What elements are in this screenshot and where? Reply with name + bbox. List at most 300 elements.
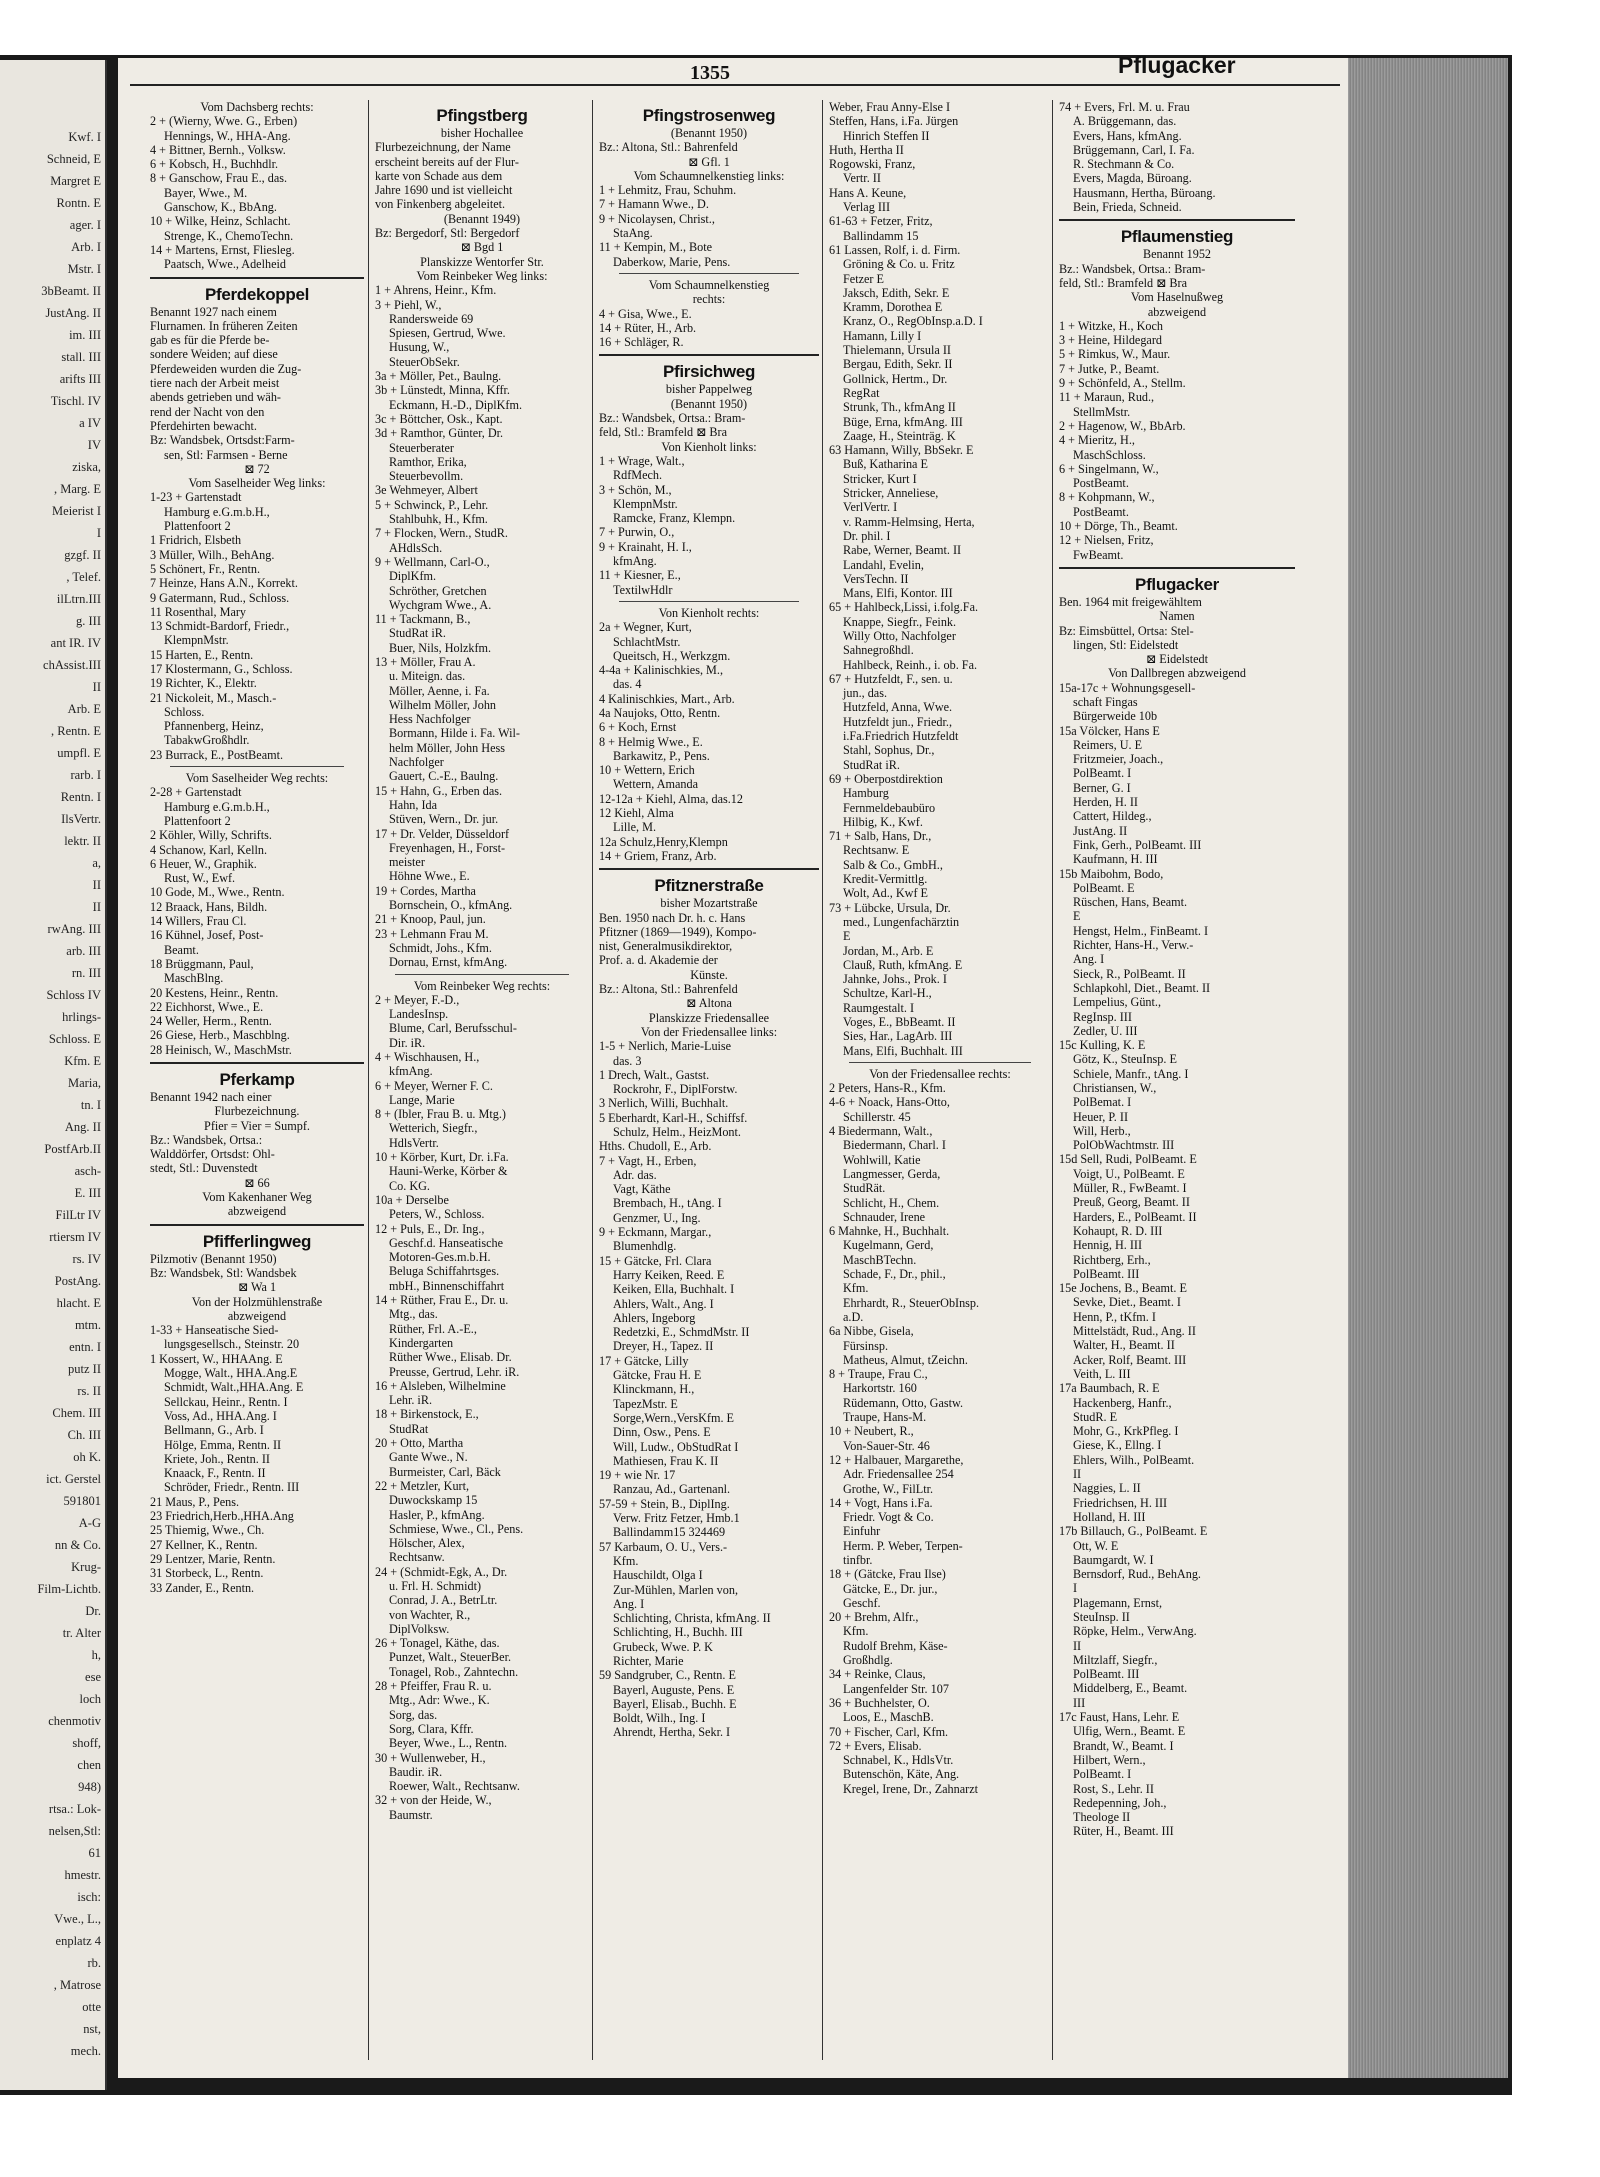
directory-entry: i.Fa.Friedrich Hutzfeldt: [843, 729, 959, 744]
directory-entry: Kriete, Joh., Rentn. II: [164, 1451, 270, 1466]
directory-entry: 2 + (Wierny, Wwe. G., Erben): [150, 114, 298, 129]
left-page-fragment: asch-: [74, 1164, 101, 1178]
left-page-fragment: I: [96, 526, 101, 540]
directory-entry: Bornschein, O., kfmAng.: [389, 898, 513, 913]
directory-entry: 9 + Nicolaysen, Christ.,: [599, 211, 715, 226]
directory-entry: Daberkow, Marie, Pens.: [613, 254, 731, 269]
directory-entry: Wetterich, Siegfr.,: [389, 1121, 478, 1136]
directory-entry: jun., das.: [843, 686, 888, 701]
directory-entry: Harry Keiken, Reed. E: [613, 1267, 725, 1282]
directory-entry: rend der Nacht von den: [150, 404, 265, 419]
directory-entry: Duwockskamp 15: [389, 1493, 478, 1508]
directory-entry: 3c + Böttcher, Osk., Kapt.: [375, 411, 503, 426]
directory-entry: abends getrieben und wäh-: [150, 390, 281, 405]
directory-entry: Hilbig, K., Kwf.: [843, 814, 923, 829]
directory-entry: Mohr, G., KrkPfleg. I: [1073, 1424, 1179, 1439]
directory-entry: 13 Schmidt-Bardorf, Friedr.,: [150, 619, 290, 634]
directory-entry: E: [843, 929, 851, 944]
directory-entry: Stüven, Wern., Dr. jur.: [389, 812, 499, 827]
directory-entry: Einfuhr: [843, 1524, 881, 1539]
directory-entry: TapezMstr. E: [613, 1396, 678, 1411]
directory-entry: 3e Wehmeyer, Albert: [375, 483, 478, 498]
directory-entry: 7 + Flocken, Wern., StudR.: [375, 526, 508, 541]
directory-entry: Cattert, Hildeg.,: [1073, 809, 1152, 824]
directory-entry: Zaage, H., Steinträg. K: [843, 428, 956, 443]
directory-entry: Adr. das.: [613, 1167, 657, 1182]
directory-entry: MaschSchloss.: [1073, 447, 1146, 462]
directory-entry: SteuInsp. II: [1073, 1609, 1130, 1624]
directory-entry: Bz: Bergedorf, Stl: Bergedorf: [375, 226, 520, 241]
directory-entry: 71 + Salb, Hans, Dr.,: [829, 829, 932, 844]
directory-entry: 1 Kossert, W., HHAAng. E: [150, 1351, 283, 1366]
directory-entry: 17 + Gätcke, Lilly: [599, 1353, 689, 1368]
directory-entry: 23 Friedrich,Herb.,HHA.Ang: [150, 1509, 294, 1524]
directory-entry: gab es für die Pferde be-: [150, 333, 270, 348]
left-page-fragment: Krug-: [71, 1560, 101, 1574]
directory-entry: Dreyer, H., Tapez. II: [613, 1339, 714, 1354]
left-page-fragment: ager. I: [69, 218, 101, 232]
directory-entry: 5 Schönert, Fr., Rentn.: [150, 561, 261, 576]
directory-entry: Ranzau, Ad., Gartenanl.: [613, 1482, 731, 1497]
directory-entry: R. Stechmann & Co.: [1073, 157, 1175, 172]
directory-entry: Knaack, F., Rentn. II: [164, 1466, 266, 1481]
directory-entry: 18 + Birkenstock, E.,: [375, 1407, 479, 1422]
directory-entry: Baumgardt, W. I: [1073, 1552, 1154, 1567]
directory-entry: Mans, Elfi, Kontor. III: [843, 586, 953, 601]
section-caption: ⊠ Wa 1: [237, 1280, 277, 1295]
directory-entry: 12 + Puls, E., Dr. Ing.,: [375, 1221, 485, 1236]
section-divider: [849, 1062, 1031, 1063]
left-page-fragment: hlacht. E: [56, 1296, 101, 1310]
directory-entry: Plagemann, Ernst,: [1073, 1595, 1163, 1610]
directory-entry: Kaufmann, H. III: [1073, 852, 1158, 867]
directory-entry: Hamann, Lilly I: [843, 328, 922, 343]
directory-entry: Sellckau, Heinr., Rentn. I: [164, 1394, 288, 1409]
directory-entry: SteuerObSekr.: [389, 354, 460, 369]
directory-entry: II: [1073, 1467, 1082, 1482]
section-caption: bisher Hochallee: [440, 126, 524, 140]
directory-entry: Weber, Frau Anny-Else I: [829, 100, 951, 114]
directory-entry: Roewer, Walt., Rechtsanw.: [389, 1779, 520, 1794]
directory-entry: Hahlbeck, Reinh., i. ob. Fa.: [843, 657, 978, 672]
section-caption: abzweigend: [227, 1204, 287, 1219]
directory-entry: 8 + Ganschow, Frau E., das.: [150, 171, 288, 186]
directory-entry: Hennig, H. III: [1073, 1238, 1143, 1253]
directory-entry: 2a + Wegner, Kurt,: [599, 620, 692, 635]
directory-entry: 9 + Wellmann, Carl-O.,: [375, 554, 490, 569]
directory-entry: Butenschön, Käte, Ang.: [843, 1767, 960, 1782]
directory-entry: Ang. I: [613, 1596, 645, 1611]
directory-entry: 15 + Gätcke, Frl. Clara: [599, 1253, 712, 1268]
directory-entry: Peters, W., Schloss.: [389, 1207, 485, 1222]
directory-entry: 4 + Bittner, Bernh., Volksw.: [150, 142, 286, 157]
directory-entry: Schröther, Gretchen: [389, 583, 487, 598]
left-page-fragment: chAssist.III: [43, 658, 101, 672]
directory-entry: Rust, W., Ewf.: [164, 871, 236, 886]
street-divider: [150, 1062, 364, 1064]
directory-entry: Beamt.: [164, 942, 199, 957]
directory-entry: 10 + Neubert, R.,: [829, 1424, 914, 1439]
section-caption: abzweigend: [1147, 304, 1207, 319]
directory-entry: Sorg, Clara, Kffr.: [389, 1721, 474, 1736]
directory-entry: Keiken, Ella, Buchhalt. I: [613, 1282, 735, 1297]
directory-entry: 22 + Metzler, Kurt,: [375, 1478, 470, 1493]
directory-entry: JustAng. II: [1073, 823, 1128, 838]
left-page-edge: [0, 60, 107, 2090]
directory-entry: Hölscher, Alex,: [389, 1536, 465, 1551]
left-page-fragment: II: [92, 680, 101, 694]
directory-entry: Steuerbevollm.: [389, 469, 464, 484]
directory-entry: Bergau, Edith, Sekr. II: [843, 357, 953, 372]
directory-entry: HdlsVertr.: [389, 1135, 439, 1150]
directory-entry: 9 + Eckmann, Margar.,: [599, 1225, 712, 1240]
directory-entry: Brüggemann, Carl, I. Fa.: [1073, 142, 1195, 157]
directory-entry: 6a Nibbe, Gisela,: [829, 1324, 914, 1339]
directory-entry: karte von Schade aus dem: [375, 168, 503, 183]
directory-entry: III: [1073, 1695, 1086, 1710]
directory-entry: Jahre 1690 und ist vielleicht: [375, 183, 513, 198]
left-page-fragment: Kfm. E: [64, 1054, 101, 1068]
directory-entry: 3 Müller, Wilh., BehAng.: [150, 547, 275, 562]
directory-entry: Herden, H. II: [1073, 795, 1138, 810]
directory-entry: Beyer, Wwe., L., Rentn.: [389, 1736, 508, 1751]
directory-entry: Schloss.: [164, 704, 205, 719]
directory-entry: Rüdemann, Otto, Gastw.: [843, 1395, 964, 1410]
directory-entry: Hahn, Ida: [389, 797, 438, 812]
directory-entry: Ehlers, Wilh., PolBeamt.: [1073, 1452, 1195, 1467]
directory-entry: Voss, Ad., HHA.Ang. I: [164, 1408, 277, 1423]
directory-entry: 63 Hamann, Willy, BbSekr. E: [829, 443, 974, 458]
directory-entry: Ballindamm15 324469: [613, 1525, 726, 1540]
directory-entry: 57-59 + Stein, B., DiplIng.: [599, 1496, 730, 1511]
directory-entry: kfmAng.: [613, 554, 657, 569]
directory-entry: 18 + (Gätcke, Frau Ilse): [829, 1567, 946, 1582]
directory-entry: Fritzmeier, Joach.,: [1073, 752, 1164, 767]
section-caption: Von der Friedensallee links:: [640, 1024, 778, 1039]
directory-entry: Langmesser, Gerda,: [843, 1166, 941, 1181]
directory-entry: I: [1073, 1581, 1078, 1596]
left-page-fragment: Mstr. I: [67, 262, 101, 276]
left-page-fragment: im. III: [69, 328, 101, 342]
directory-entry: 10 + Dörge, Th., Beamt.: [1059, 519, 1178, 534]
directory-entry: StaAng.: [613, 226, 653, 241]
directory-entry: Huth, Hertha II: [829, 142, 904, 157]
directory-entry: Voges, E., BbBeamt. II: [843, 1015, 956, 1029]
directory-entry: 17c Faust, Hans, Lehr. E: [1059, 1710, 1180, 1725]
directory-entry: 69 + Oberpostdirektion: [829, 771, 943, 786]
directory-entry: Rost, S., Lehr. II: [1073, 1781, 1154, 1796]
section-caption: Namen: [1159, 609, 1195, 624]
directory-entry: 27 Kellner, K., Rentn.: [150, 1537, 258, 1552]
directory-entry: tinfbr.: [843, 1552, 873, 1567]
directory-entry: Büge, Erna, kfmAng. III: [843, 414, 963, 429]
directory-entry: Verlag III: [843, 200, 891, 215]
section-caption: Vom Haselnußweg: [1130, 290, 1224, 305]
directory-entry: Bayer, Wwe., M.: [164, 185, 248, 200]
directory-entry: Ramcke, Franz, Klempn.: [613, 511, 736, 526]
directory-entry: PolBeamt. I: [1073, 766, 1132, 781]
directory-entry: 4 Schanow, Karl, Kelln.: [150, 842, 267, 857]
directory-entry: das. 3: [613, 1053, 642, 1068]
directory-entry: Schröder, Friedr., Rentn. III: [164, 1480, 300, 1495]
directory-entry: Redetzki, E., SchmdMstr. II: [613, 1325, 750, 1340]
directory-entry: Steuerberater: [389, 440, 454, 455]
directory-entry: 15a Völcker, Hans E: [1059, 723, 1160, 738]
section-caption: ⊠ Eidelstedt: [1146, 652, 1208, 667]
directory-entry: Redepenning, Joh.,: [1073, 1795, 1167, 1810]
left-page-fragment: IlsVertr.: [61, 812, 101, 826]
directory-entry: Sorg, das.: [389, 1707, 438, 1722]
directory-entry: Dr. phil. I: [843, 528, 891, 543]
directory-entry: 36 + Buchhelster, O.: [829, 1695, 930, 1710]
directory-entry: Gätcke, E., Dr. jur.,: [843, 1581, 938, 1596]
directory-entry: 9 + Schönfeld, A., Stellm.: [1059, 376, 1186, 391]
directory-entry: PostBeamt.: [1073, 504, 1129, 519]
directory-entry: Stricker, Kurt I: [843, 471, 917, 486]
directory-entry: 15d Sell, Rudi, PolBeamt. E: [1059, 1152, 1197, 1167]
left-page-fragment: Maria,: [68, 1076, 101, 1090]
directory-entry: 17a Baumbach, R. E: [1059, 1381, 1160, 1396]
directory-entry: 15c Kulling, K. E: [1059, 1038, 1146, 1053]
left-page-fragment: arb. III: [66, 944, 101, 958]
directory-entry: Evers, Hans, kfmAng.: [1073, 128, 1182, 143]
section-divider: [170, 766, 344, 767]
directory-entry: RegRat: [843, 385, 880, 400]
directory-entry: 21 Maus, P., Pens.: [150, 1494, 240, 1509]
directory-entry: Harkortstr. 160: [843, 1381, 917, 1396]
directory-entry: Lange, Marie: [389, 1092, 455, 1107]
section-caption: Von Kienholt rechts:: [658, 605, 760, 620]
directory-entry: Genzmer, U., Ing.: [613, 1210, 701, 1225]
directory-entry: StudRat: [389, 1421, 429, 1436]
left-page-fragment: 3bBeamt. II: [41, 284, 101, 298]
directory-entry: 14 + Griem, Franz, Arb.: [599, 848, 717, 863]
directory-entry: AHdlsSch.: [389, 540, 443, 555]
directory-entry: Mtg., Adr: Wwe., K.: [389, 1693, 490, 1708]
directory-entry: Kfm.: [843, 1281, 869, 1296]
directory-entry: Bz: Eimsbüttel, Ortsa: Stel-: [1059, 623, 1194, 638]
directory-entry: StudRat iR.: [843, 757, 900, 772]
directory-entry: sen, Stl: Farmsen - Berne: [164, 447, 288, 462]
section-caption: Vom Schaumnelkenstieg: [648, 277, 770, 292]
street-heading: Pfirsichweg: [662, 362, 756, 382]
directory-entry: Preuß, Georg, Beamt. II: [1073, 1195, 1190, 1210]
directory-entry: Bernsdorf, Rud., BehAng.: [1073, 1567, 1201, 1582]
section-divider: [395, 974, 569, 975]
directory-entry: 8 + (Ibler, Frau B. u. Mtg.): [375, 1107, 506, 1122]
directory-entry: Ang. I: [1073, 952, 1105, 967]
directory-entry: 31 Storbeck, L., Rentn.: [150, 1566, 264, 1581]
street-divider: [599, 354, 819, 356]
directory-entry: 30 + Wullenweber, H.,: [375, 1750, 486, 1765]
left-page-fragment: 591801: [63, 1494, 101, 1508]
header-rule: [130, 84, 1340, 86]
directory-entry: 14 + Vogt, Hans i.Fa.: [829, 1495, 933, 1510]
section-caption: rechts:: [692, 292, 726, 307]
directory-entry: Müller, R., FwBeamt. I: [1073, 1181, 1187, 1196]
left-page-fragment: enplatz 4: [55, 1934, 101, 1948]
directory-entry: Schnabel, K., HdlsVtr.: [843, 1753, 954, 1768]
directory-entry: Landahl, Evelin,: [843, 557, 924, 572]
directory-entry: Jahnke, Johs., Prok. I: [843, 972, 947, 987]
section-caption: ⊠ Altona: [686, 996, 732, 1011]
left-page-fragment: rwAng. III: [47, 922, 101, 936]
directory-entry: Möller, Aenne, i. Fa.: [389, 683, 490, 698]
directory-entry: Kohaupt, R. D. III: [1073, 1223, 1163, 1238]
directory-entry: TextilwHdlr: [613, 582, 673, 597]
section-caption: Künste.: [690, 967, 728, 982]
directory-entry: 14 Willers, Frau Cl.: [150, 914, 247, 929]
left-page-fragment: Rontn. E: [56, 196, 101, 210]
directory-entry: Middelberg, E., Beamt.: [1073, 1681, 1188, 1696]
directory-entry: Mans, Elfi, Buchhalt. III: [843, 1043, 963, 1058]
directory-entry: 1-33 + Hanseatische Sied-: [150, 1323, 279, 1338]
left-page-fragment: hmestr.: [64, 1868, 101, 1882]
directory-entry: 25 Thiemig, Wwe., Ch.: [150, 1523, 265, 1538]
directory-entry: 6 + Koch, Ernst: [599, 720, 677, 735]
directory-entry: 29 Lentzer, Marie, Rentn.: [150, 1551, 276, 1566]
directory-entry: Gante Wwe., N.: [389, 1450, 468, 1465]
directory-entry: Gätcke, Frau H. E: [613, 1368, 702, 1383]
section-caption: Von der Friedensallee rechts:: [869, 1066, 1011, 1081]
directory-entry: Biedermann, Charl. I: [843, 1138, 946, 1153]
street-divider: [150, 277, 364, 279]
directory-entry: Giese, K., Ellng. I: [1073, 1438, 1162, 1453]
section-caption: Benannt 1952: [1142, 247, 1212, 262]
left-page-fragment: Ch. III: [67, 1428, 101, 1442]
directory-entry: Zur-Mühlen, Marlen von,: [613, 1582, 738, 1597]
directory-entry: Bürgerweide 10b: [1073, 709, 1158, 724]
directory-entry: helm Möller, John Hess: [389, 740, 505, 755]
section-caption: ⊠ Gfl. 1: [688, 154, 730, 169]
directory-entry: 7 + Jutke, P., Beamt.: [1059, 361, 1160, 376]
directory-entry: LandesInsp.: [389, 1007, 449, 1022]
directory-entry: Raumgestalt. I: [843, 1000, 915, 1015]
section-caption: Vom Kakenhaner Weg: [202, 1190, 312, 1205]
left-page-fragment: putz II: [68, 1362, 101, 1376]
directory-entry: 6 Mahnke, H., Buchhalt.: [829, 1224, 950, 1239]
directory-entry: Kfm.: [613, 1553, 639, 1568]
directory-entry: Stahlbuhk, H., Kfm.: [389, 512, 488, 527]
directory-entry: Schlichting, Christa, kfmAng. II: [613, 1611, 771, 1626]
section-caption: Vom Reinbeker Weg rechts:: [413, 978, 551, 993]
directory-entry: Bz.: Altona, Stl.: Bahrenfeld: [599, 140, 738, 155]
left-page-fragment: Schneid, E: [46, 152, 101, 166]
directory-entry: Hackenberg, Hanfr.,: [1073, 1395, 1172, 1410]
directory-entry: Götz, K., SteuInsp. E: [1073, 1052, 1177, 1067]
directory-entry: 12 Kiehl, Alma: [599, 806, 674, 821]
directory-entry: Hauni-Werke, Körber &: [389, 1164, 508, 1179]
directory-entry: Gröning & Co. u. Fritz: [843, 257, 955, 272]
left-page-fragment: Tischl. IV: [50, 394, 101, 408]
directory-entry: Burmeister, Carl, Bäck: [389, 1464, 501, 1479]
directory-entry: Großhdlg.: [843, 1653, 893, 1668]
section-caption: Vom Schaumnelkenstieg links:: [633, 168, 785, 183]
directory-entry: Dornau, Ernst, kfmAng.: [389, 955, 508, 970]
directory-entry: Barkawitz, P., Pens.: [613, 748, 710, 763]
left-page-fragment: lektr. II: [64, 834, 101, 848]
directory-entry: 12-12a + Kiehl, Alma, das.12: [599, 791, 743, 806]
directory-entry: Bz: Wandsbek, Ortsdst:Farm-: [150, 433, 295, 448]
left-page-fragment: g. III: [76, 614, 101, 628]
directory-entry: von Finkenberg abgeleitet.: [375, 197, 506, 212]
directory-entry: 15a-17c + Wohnungsgesell-: [1059, 680, 1196, 695]
directory-entry: 22 Eichhorst, Wwe., E.: [150, 999, 264, 1014]
page-number: 1355: [690, 62, 730, 84]
directory-entry: 12a Schulz,Henry,Klempn: [599, 834, 728, 849]
directory-entry: Voigt, U., PolBeamt. E: [1073, 1166, 1185, 1181]
section-caption: Vom Saselheider Weg rechts:: [185, 771, 329, 786]
directory-entry: Hauschildt, Olga I: [613, 1568, 703, 1583]
directory-entry: Sorge,Wern.,VersKfm. E: [613, 1410, 734, 1425]
directory-entry: PolBeamt. III: [1073, 1266, 1140, 1281]
left-page-fragment: hrlings-: [62, 1010, 101, 1024]
directory-entry: Hess Nachfolger: [389, 712, 471, 727]
section-caption: bisher Pappelweg: [665, 382, 753, 397]
street-heading: Pfifferlingweg: [202, 1231, 312, 1251]
directory-entry: Hennings, W., HHA-Ang.: [164, 128, 291, 143]
directory-entry: 3 + Schön, M.,: [599, 482, 672, 497]
street-heading: Pfitznerstraße: [654, 876, 764, 896]
section-caption: Planskizze Friedensallee: [648, 1010, 770, 1025]
directory-entry: Friedr. Vogt & Co.: [843, 1510, 934, 1525]
directory-entry: Dir. iR.: [389, 1035, 426, 1050]
directory-entry: Schlicht, H., Chem.: [843, 1195, 940, 1210]
left-page-fragment: mtm.: [74, 1318, 101, 1332]
left-page-fragment: PostAng.: [54, 1274, 101, 1288]
section-caption: bisher Mozartstraße: [660, 896, 758, 911]
directory-entry: 34 + Reinke, Claus,: [829, 1667, 926, 1682]
directory-entry: 67 + Hutzfeldt, F., sen. u.: [829, 671, 953, 686]
directory-entry: 24 Weller, Herm., Rentn.: [150, 1014, 272, 1029]
directory-entry: 7 Heinze, Hans A.N., Korrekt.: [150, 576, 298, 591]
directory-entry: Schmiese, Wwe., Cl., Pens.: [389, 1521, 524, 1536]
directory-entry: 4-6 + Noack, Hans-Otto,: [829, 1095, 950, 1110]
directory-entry: Schade, F., Dr., phil.,: [843, 1267, 946, 1282]
directory-entry: Wolt, Ad., Kwf E: [843, 886, 929, 901]
directory-entry: 7 + Purwin, O.,: [599, 525, 675, 540]
directory-entry: Punzet, Walt., SteuerBer.: [389, 1650, 511, 1665]
directory-entry: Lempelius, Günt.,: [1073, 995, 1162, 1010]
directory-entry: Tonagel, Rob., Zahntechn.: [389, 1664, 519, 1679]
left-page-fragment: E. III: [74, 1186, 101, 1200]
left-page-fragment: Arb. E: [67, 702, 101, 716]
directory-entry: 15 + Hahn, G., Erben das.: [375, 783, 503, 798]
directory-entry: Verw. Fritz Fetzer, Hmb.1: [613, 1511, 740, 1526]
directory-entry: 16 + Alsleben, Wilhelmine: [375, 1378, 506, 1393]
directory-entry: VerlVertr. I: [843, 500, 898, 515]
directory-entry: Walter, H., Beamt. II: [1073, 1338, 1175, 1353]
directory-entry: 26 Giese, Herb., Maschblng.: [150, 1028, 290, 1043]
directory-entry: 15b Maibohm, Bodo,: [1059, 866, 1164, 881]
directory-entry: Benannt 1927 nach einem: [150, 304, 277, 319]
directory-entry: Hamburg e.G.m.b.H.,: [164, 504, 270, 519]
directory-entry: Strenge, K., ChemoTechn.: [164, 228, 294, 243]
section-caption: Vom Saselheider Weg links:: [188, 476, 326, 491]
left-page-fragment: Film-Lichtb.: [37, 1582, 101, 1596]
left-page-fragment: ict. Gerstel: [46, 1472, 101, 1486]
directory-entry: Wychgram Wwe., A.: [389, 597, 492, 612]
directory-entry: KlempnMstr.: [164, 633, 229, 648]
directory-entry: Blumenhdlg.: [613, 1239, 677, 1254]
directory-entry: nist, Generalmusikdirektor,: [599, 939, 733, 954]
directory-entry: Beluga Schiffahrtsges.: [389, 1264, 500, 1279]
directory-entry: Motoren-Ges.m.b.H.: [389, 1250, 491, 1265]
directory-entry: SchlachtMstr.: [613, 634, 681, 649]
column-2: [368, 100, 589, 2060]
book-page-edge: [1348, 58, 1508, 2078]
left-page-fragment: stall. III: [61, 350, 101, 364]
